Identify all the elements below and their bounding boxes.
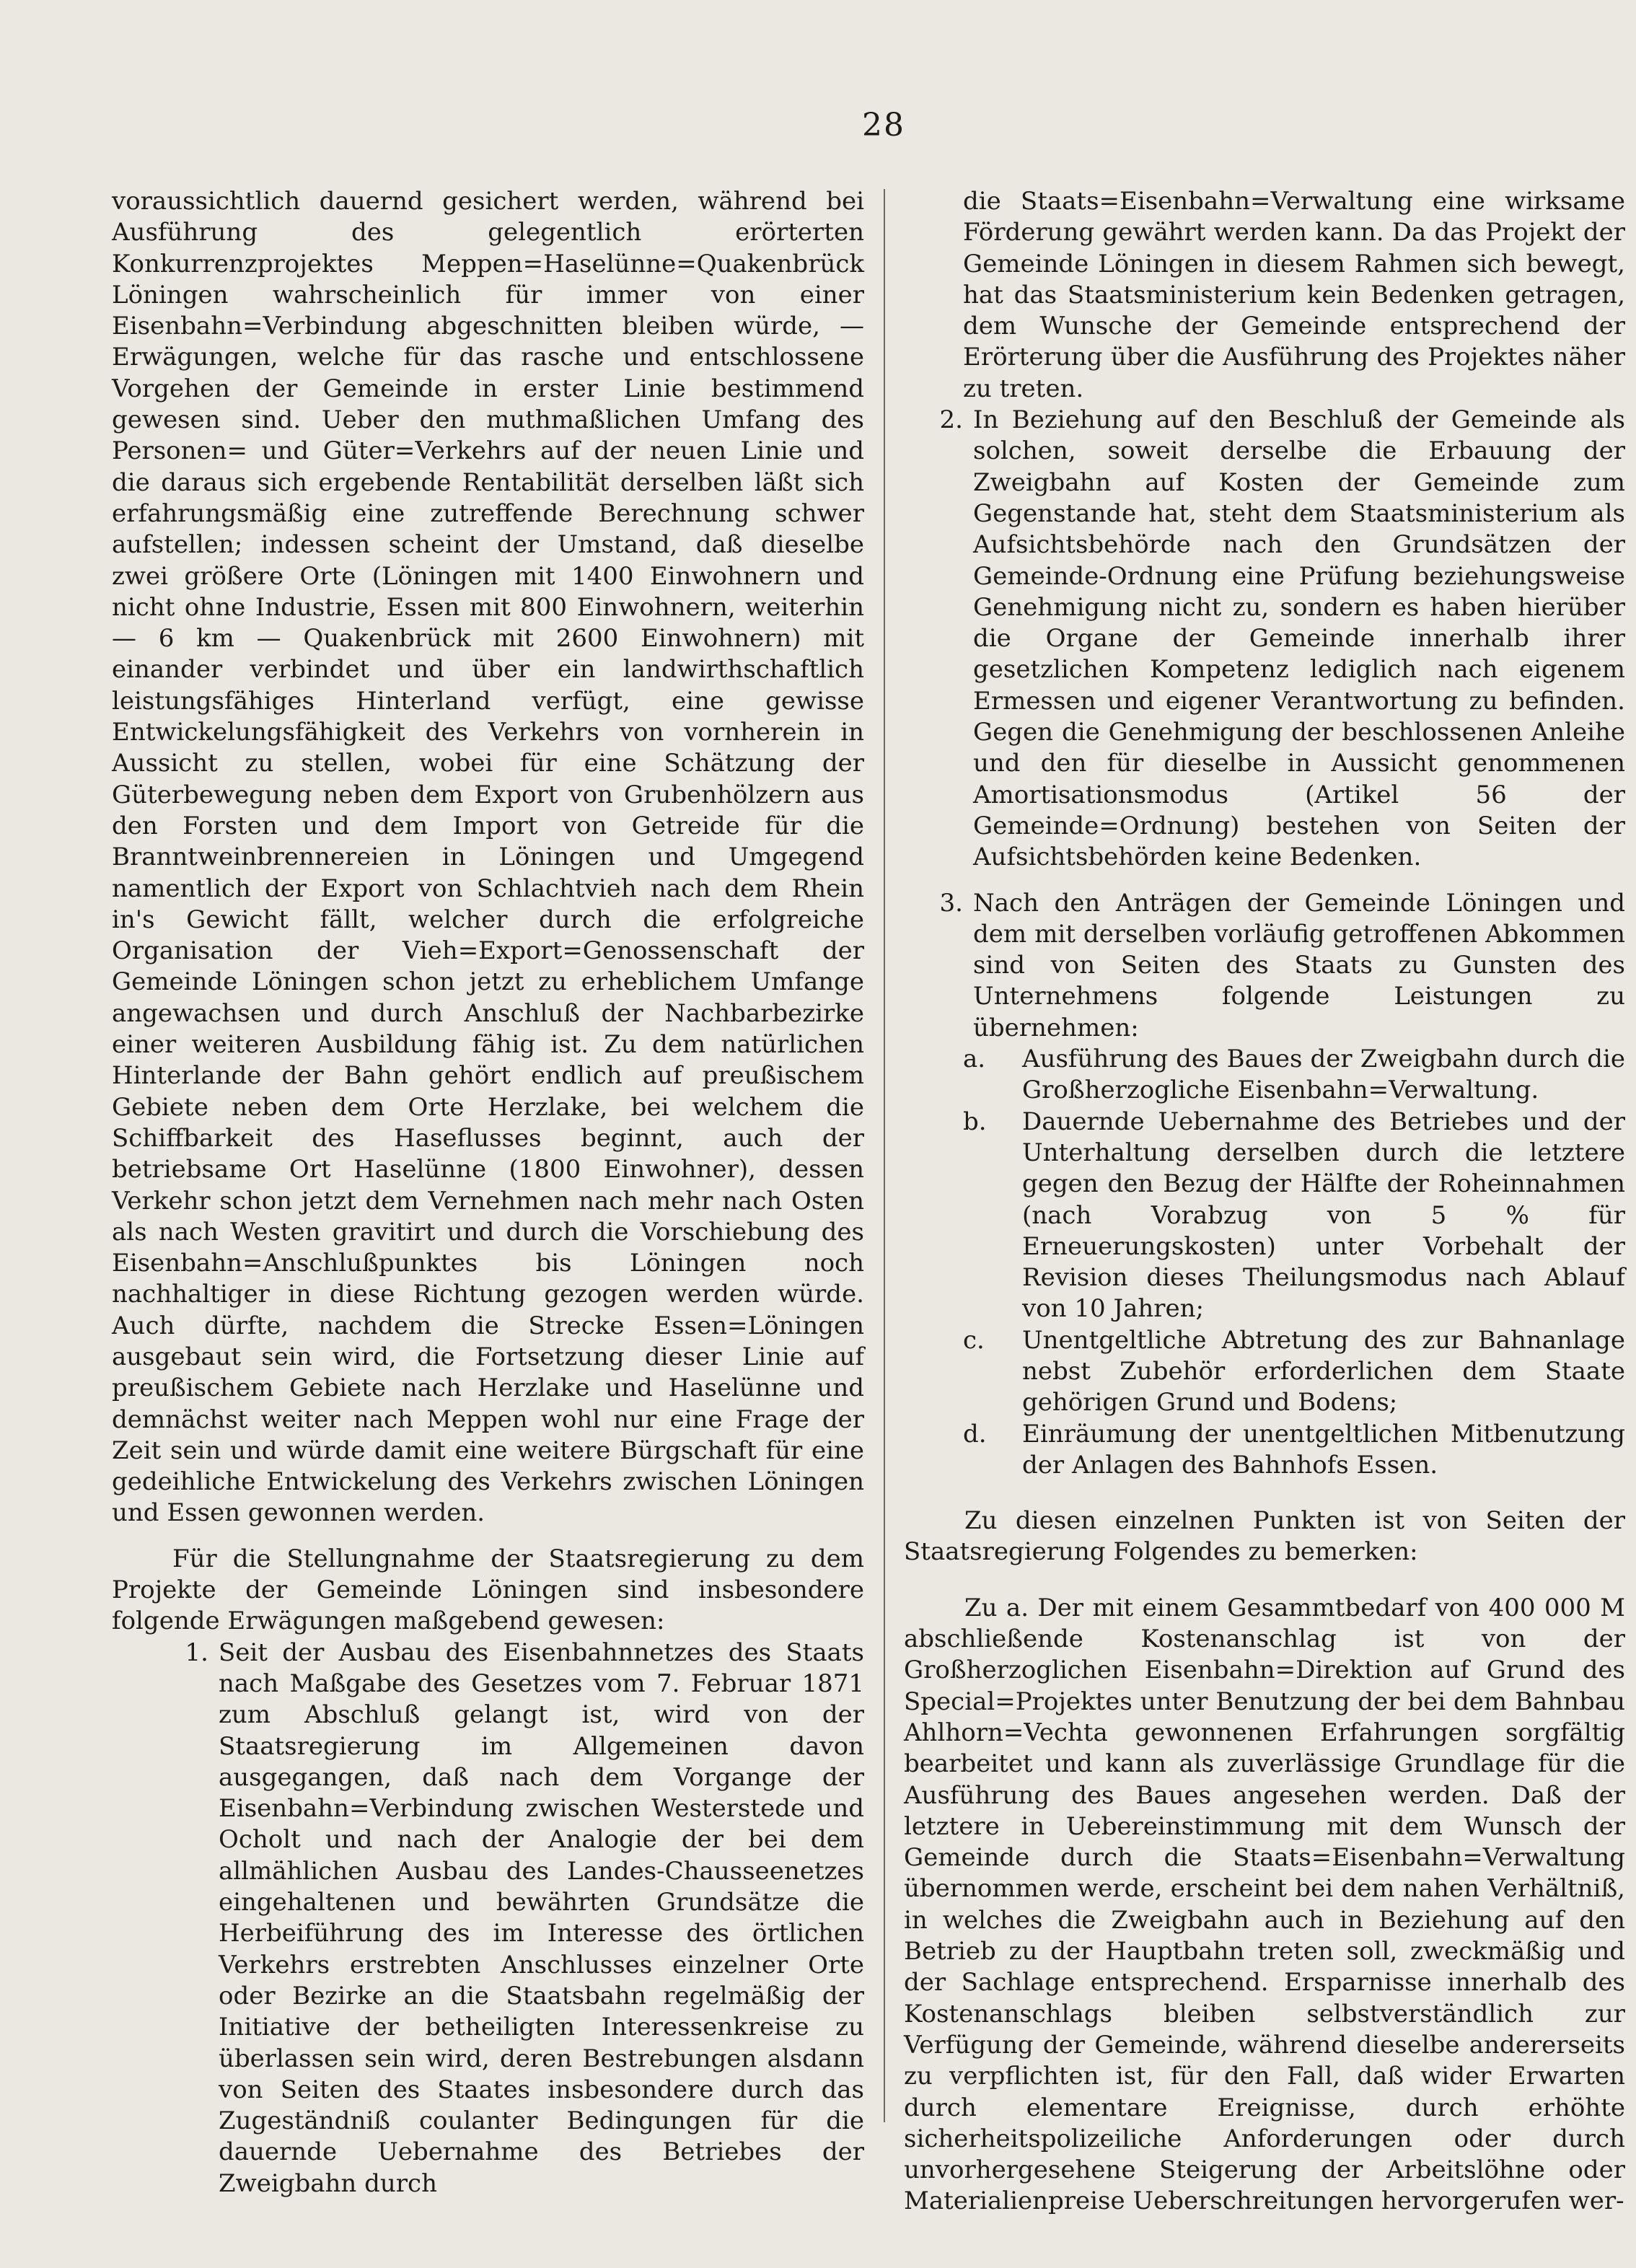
list-item-1-number: 1. (185, 1638, 208, 1667)
sub-item-b-text: Dauernde Uebernahme des Betriebes und der Unterhaltung derselben durch die letztere gegen den Bezug der Hälfte der Roheinnahmen (nach Vorabzug von 5 % für Erneuerungskosten) unter Vorbehalt der Revision dieses Theilungsmodus nach Ablauf von 10 Jahren; (1022, 1107, 1625, 1324)
list-item-2 (904, 405, 1625, 873)
left-paragraph-1: voraussichtlich dauernd gesichert werden, während bei Ausführung des gelegentlich erörterten Konkurrenzprojektes Meppen=Haselünne=Quakenbrück Löningen wahrscheinlich für immer von einer Eisenbahn=Verbindung abgeschnitten bleiben würde, — Erwägungen, welche für das rasche und entschlossene Vorgehen der Gemeinde in erster Linie bestimmend gewesen sind. Ueber den muthmaßlichen Umfang des Personen= und Güter=Verkehrs auf der neuen Linie und die daraus sich ergebende Rentabilität derselben läßt sich erfahrungsmäßig eine zutreffende Berechnung schwer aufstellen; indessen scheint der Umstand, daß dieselbe zwei größere Orte (Löningen mit 1400 Einwohnern und nicht ohne Industrie, Essen mit 800 Einwohnern, weiterhin — 6 km — Quakenbrück mit 2600 Einwohnern) mit einander verbindet und über ein landwirthschaftlich leistungsfähiges Hinterland verfügt, eine gewisse Entwickelungsfähigkeit des Verkehrs von vornherein in Aussicht zu stellen, wobei für eine Schätzung der Güterbewegung neben dem Export von Grubenhölzern aus den Forsten und dem Import von Getreide für die Branntweinbrennereien in Löningen und Umgegend namentlich der Export von Schlachtvieh nach dem Rhein in's Gewicht fällt, welcher durch die erfolgreiche Organisation der Vieh=Export=Genossenschaft der Gemeinde Löningen schon jetzt zu erheblichem Umfange angewachsen und durch Anschluß der Nachbarbezirke einer weiteren Ausbildung fähig ist. Zu dem natürlichen Hinterlande der Bahn gehört endlich auf preußischem Gebiete neben dem Orte Herzlake, bei welchem die Schiffbarkeit des Haseflusses beginnt, auch der betriebsame Ort Haselünne (1800 Einwohner), dessen Verkehr schon jetzt dem Vernehmen nach mehr nach Osten als nach Westen gravitirt und durch die Vorschiebung des Eisenbahn=Anschlußpunktes bis Löningen noch nachhaltiger in diese Richtung gezogen werden würde. Auch dürfte, nachdem die Strecke Essen=Löningen ausgebaut sein wird, die Fortsetzung dieser Linie auf preußischem Gebiete nach Herzlake und Haselünne und demnächst weiter nach Meppen wohl nur eine Frage der Zeit sein und würde damit eine weitere Bürgschaft für eine gedeihliche Entwickelung des Verkehrs zwischen Löningen und Essen gewonnen werden. (112, 187, 864, 1528)
sub-item-c-text: Unentgeltliche Abtretung des zur Bahnanlage nebst Zubehör erforderlichen dem Staate gehörigen Grund und Bodens; (1022, 1325, 1625, 1418)
sub-item-c (963, 1325, 1625, 1419)
sub-item-b (963, 1107, 1625, 1325)
sub-item-b-letter: b. (963, 1107, 987, 1136)
sub-item-c-letter: c. (963, 1325, 985, 1355)
right-paragraph-2: Zu diesen einzelnen Punkten ist von Seiten der Staatsregierung Folgendes zu bemerken: (904, 1506, 1625, 1567)
right-paragraph-1: die Staats=Eisenbahn=Verwaltung eine wirksame Förderung gewährt werden kann. Da das Projekt der Gemeinde Löningen in diesem Rahmen sich bewegt, hat das Staatsministerium kein Bedenken getragen, dem Wunsche der Gemeinde entsprechend der Erörterung über die Ausführung des Projektes näher zu treten. (963, 187, 1625, 403)
list-item-1-text: Seit der Ausbau des Eisenbahnnetzes des Staats nach Maßgabe des Gesetzes vom 7. Februar 1871 zum Abschluß gelangt ist, wird von der Staatsregierung im Allgemeinen davon ausgegangen, daß nach dem Vorgange der Eisenbahn=Verbindung zwischen Westerstede und Ocholt und nach der Analogie der bei dem allmählichen Ausbau des Landes-Chausseenetzes eingehaltenen und bewährten Grundsätze die Herbeiführung des im Interesse des örtlichen Verkehrs erstrebten Anschlusses einzelner Orte oder Bezirke an die Staatsbahn regelmäßig der Initiative der betheiligten Interessenkreise zu überlassen sein wird, deren Bestrebungen alsdann von Seiten des Staates insbesondere durch das Zugeständniß coulanter Bedingungen für die dauernde Uebernahme des Betriebes der Zweigbahn durch (219, 1638, 864, 2198)
sub-item-d-text: Einräumung der unentgeltlichen Mitbenutzung der Anlagen des Bahnhofs Essen. (1022, 1419, 1625, 1480)
right-paragraph-3: Zu a. Der mit einem Gesammtbedarf von 400 000 M abschließende Kostenanschlag ist von der Großherzoglichen Eisenbahn=Direktion auf Grund des Special=Projektes unter Benutzung der bei dem Bahnbau Ahlhorn=Vechta gewonnenen Erfahrungen sorgfältig bearbeitet und kann als zuverlässige Grundlage für die Ausführung des Baues angesehen werden. Daß der letztere in Uebereinstimmung mit dem Wunsch der Gemeinde durch die Staats=Eisenbahn=Verwaltung übernommen werde, erscheint bei dem nahen Verhältniß, in welches die Zweigbahn auch in Beziehung auf den Betrieb zu der Hauptbahn treten soll, zweckmäßig und der Sachlage entsprechend. Ersparnisse innerhalb des Kostenanschlags bleiben selbstverständlich zur Verfügung der Gemeinde, während dieselbe andererseits zu verpflichten ist, für den Fall, daß wider Erwarten durch elementare Ereignisse, durch erhöhte sicherheitspolizeiliche Anforderungen oder durch unvorhergesehene Steigerung der Arbeitslöhne oder Materialienpreise Ueberschreitungen hervorgerufen wer- (904, 1593, 1625, 2216)
sub-item-a-letter: a. (963, 1045, 986, 1074)
sub-item-a (963, 1044, 1625, 1107)
list-item-3 (904, 888, 1625, 1044)
left-column (112, 186, 864, 2199)
page-number: 28 (862, 107, 905, 144)
left-paragraph-2: Für die Stellungnahme der Staatsregierung zu dem Projekte der Gemeinde Löningen sind insbesondere folgende Erwägungen maßgebend gewesen: (112, 1544, 864, 1636)
list-item-2-text: In Beziehung auf den Beschluß der Gemeinde als solchen, soweit derselbe die Erbauung der Zweigbahn auf Kosten der Gemeinde zum Gegenstande hat, steht dem Staatsministerium als Aufsichtsbehörde nach den Grundsätzen der Gemeinde-Ordnung eine Prüfung beziehungsweise Genehmigung nicht zu, sondern es haben hierüber die Organe der Gemeinde innerhalb ihrer gesetzlichen Kompetenz lediglich nach eigenem Ermessen und eigener Verantwortung zu befinden. Gegen die Genehmigung der beschlossenen Anleihe und den für dieselbe in Aussicht genommenen Amortisationsmodus (Artikel 56 der Gemeinde=Ordnung) bestehen von Seiten der Aufsichtsbehörden keine Bedenken. (973, 405, 1625, 872)
column-divider (884, 189, 885, 2122)
list-item-1 (162, 1638, 864, 2199)
sub-item-a-text: Ausführung des Baues der Zweigbahn durch die Großherzogliche Eisenbahn=Verwaltung. (1022, 1045, 1625, 1105)
list-item-2-number: 2. (939, 405, 963, 435)
list-item-3-text: Nach den Anträgen der Gemeinde Löningen und dem mit derselben vorläufig getroffenen Abkommen sind von Seiten des Staats zu Gunsten des Unternehmens folgende Leistungen zu übernehmen: (973, 888, 1625, 1042)
list-item-3-number: 3. (939, 888, 963, 918)
sub-item-d (963, 1419, 1625, 1482)
sub-item-d-letter: d. (963, 1419, 987, 1449)
right-column (904, 186, 1625, 2218)
